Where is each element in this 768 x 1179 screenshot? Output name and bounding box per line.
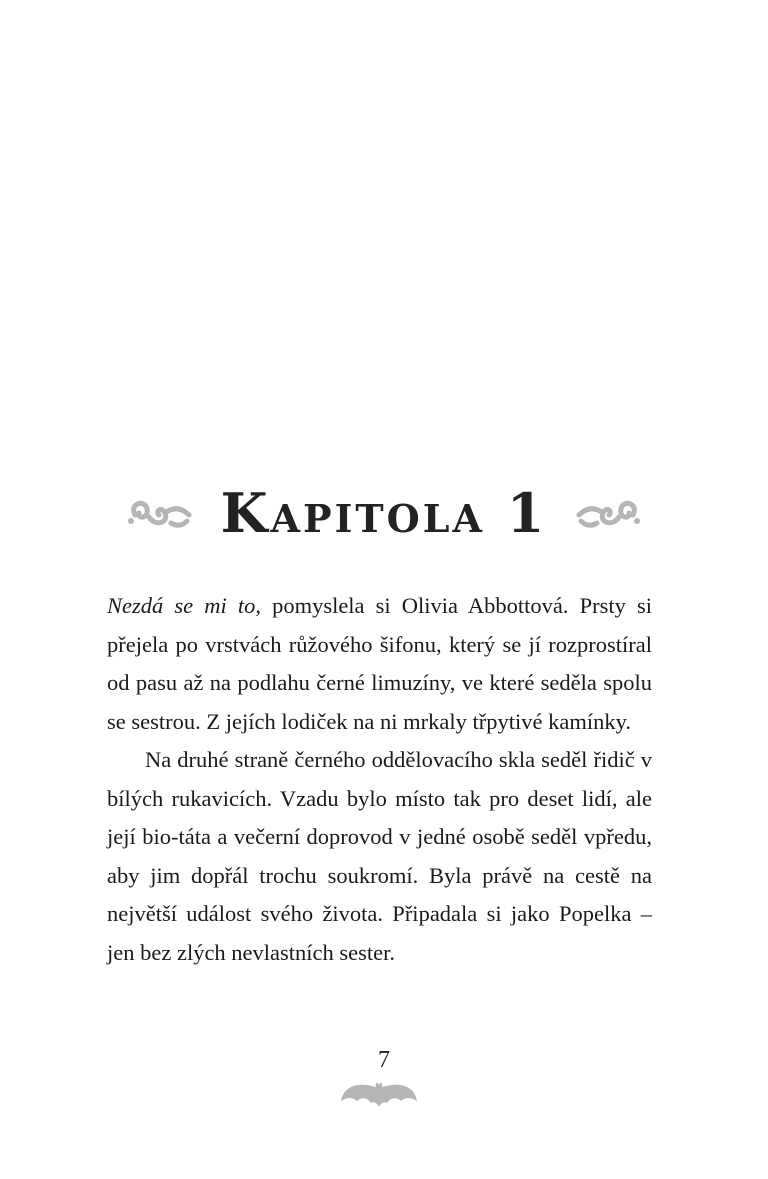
chapter-body [107, 587, 652, 972]
paragraph-2: Na druhé straně černého oddělovacího skla seděl řidič v bílých rukavicích. Vzadu bylo místo tak pro deset lidí, ale její bio-táta a večerní doprovod v jedné osobě seděl vpředu, aby jim dopřál trochu soukromí. Byla právě na cestě na největší událost svého života. Připadala si jako Popelka – jen bez zlých nevlastních sester. [107, 747, 652, 965]
chapter-heading [0, 468, 768, 558]
chapter-title: Kapitola 1 [220, 481, 548, 545]
italic-thought: Nezdá se mi to [107, 593, 256, 618]
right-flourish-icon [573, 493, 643, 533]
paragraph-1-text: , pomyslela si Olivia Abbottová. Prsty si přejela po vrstvách růžového šifonu, který se jí rozprostíral od pasu až na podlahu černé limuzíny, ve které seděla spolu se sestrou. Z jejích lodiček na ni mrkaly třpytivé kamínky. [107, 593, 652, 734]
bat-icon [341, 1079, 417, 1109]
page-number: 7 [378, 1047, 390, 1073]
paragraph-1 [107, 587, 652, 741]
left-flourish-icon [125, 493, 195, 533]
